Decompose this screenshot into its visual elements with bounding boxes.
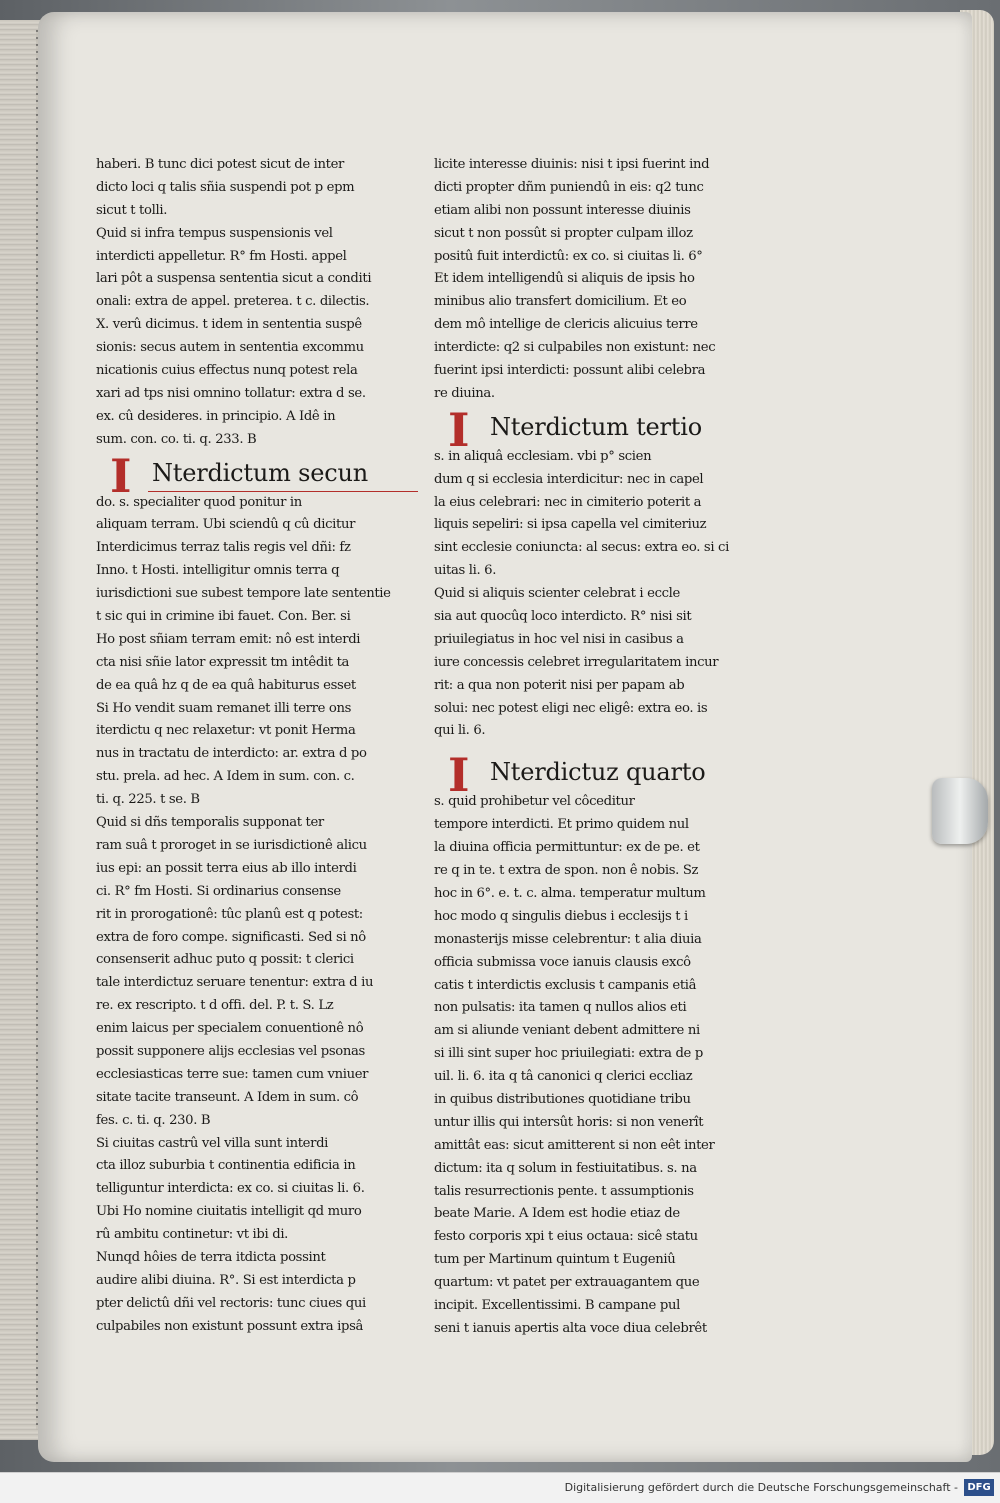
red-initial: I xyxy=(448,748,470,803)
text-line: priuilegiatus in hoc vel nisi in casibus a xyxy=(434,631,684,647)
text-line: iterdictu q nec relaxetur: vt ponit Herma xyxy=(96,723,356,739)
text-line: sicut t tolli. xyxy=(96,202,168,218)
text-line: liquis sepeliri: si ipsa capella vel cimiteriuz xyxy=(434,517,707,533)
text-line: ci. R° fm Hosti. Si ordinarius consense xyxy=(96,883,341,899)
text-line: rit: a qua non poterit nisi per papam ab xyxy=(434,677,685,693)
text-line: monasterijs misse celebrentur: t alia diuia xyxy=(434,931,702,947)
text-line: Quid si dñs temporalis supponat ter xyxy=(96,815,324,831)
text-line: hoc in 6°. e. t. c. alma. temperatur multum xyxy=(434,885,706,901)
text-line: nicationis cuius effectus nunq potest rela xyxy=(96,363,358,379)
text-line: la diuina officia permittuntur: ex de pe. et xyxy=(434,840,700,856)
right-intro-paragraphs xyxy=(434,154,770,406)
text-line: amittât eas: sicut amitterent si non eêt inter xyxy=(434,1137,715,1153)
right-text-column xyxy=(434,154,770,1341)
text-line: s. in aliquâ ecclesiam. vbi p° scien xyxy=(434,448,652,464)
text-line: Interdicimus terraz talis regis vel dñi: fz xyxy=(96,540,351,556)
text-line: s. quid prohibetur vel côceditur xyxy=(434,794,635,810)
text-line: tum per Martinum quintum t Eugeniû xyxy=(434,1252,676,1268)
text-line: ecclesiasticas terre sue: tamen cum vniuer xyxy=(96,1066,369,1082)
text-line: dicto loci q talis sñia suspendi pot p epm xyxy=(96,179,355,195)
left-text-column xyxy=(96,154,426,1339)
red-initial: I xyxy=(110,448,132,503)
text-line: pter delictû dñi vel rectoris: tunc ciues qui xyxy=(96,1295,366,1311)
left-body-paragraphs xyxy=(96,492,426,1339)
text-line: etiam alibi non possunt interesse diuinis xyxy=(434,202,691,218)
text-line: re q in te. t extra de spon. non ê nobis. Sz xyxy=(434,863,699,879)
text-line: sum. con. co. ti. q. 233. B xyxy=(96,431,257,447)
text-line: Si Ho vendit suam remanet illi terre ons xyxy=(96,700,352,716)
footer-credit: Digitalisierung gefördert durch die Deutsche Forschungsgemeinschaft - xyxy=(564,1481,958,1494)
text-line: Nunqd hôies de terra itdicta possint xyxy=(96,1249,326,1265)
right-body-paragraphs-1 xyxy=(434,446,770,744)
text-line: solui: nec potest eligi nec eligê: extra eo. is xyxy=(434,700,708,716)
text-line: cta nisi sñie lator expressit tm intêdit ta xyxy=(96,654,350,670)
text-line: la eius celebrari: nec in cimiterio poterit a xyxy=(434,494,702,510)
text-line: dum q si ecclesia interdicitur: nec in capel xyxy=(434,471,704,487)
text-line: enim laicus per specialem conuentionê nô xyxy=(96,1021,364,1037)
text-line: ius epi: an possit terra eius ab illo interdi xyxy=(96,860,357,876)
text-line: Ubi Ho nomine ciuitatis intelligit qd muro xyxy=(96,1204,362,1220)
text-line: untur illis qui intersût horis: si non venerît xyxy=(434,1114,704,1130)
text-line: ram suâ t proroget in se iurisdictionê alicu xyxy=(96,837,367,853)
text-line: t sic qui in crimine ibi fauet. Con. Ber. si xyxy=(96,609,351,625)
text-line: qui li. 6. xyxy=(434,723,486,739)
text-line: tempore interdicti. Et primo quidem nul xyxy=(434,817,689,833)
text-line: quartum: vt patet per extrauagantem que xyxy=(434,1275,700,1291)
text-line: rû ambitu continetur: vt ibi di. xyxy=(96,1227,289,1243)
text-line: fes. c. ti. q. 230. B xyxy=(96,1112,211,1128)
text-line: sicut t non possût si propter culpam illoz xyxy=(434,225,693,241)
heading-text: Nterdictuz quarto xyxy=(490,758,706,787)
text-line: possit supponere alijs ecclesias vel psonas xyxy=(96,1043,365,1059)
text-line: re diuina. xyxy=(434,385,495,401)
text-line: ti. q. 225. t se. B xyxy=(96,792,200,808)
text-line: incipit. Excellentissimi. B campane pul xyxy=(434,1297,680,1313)
text-line: ex. cû desideres. in principio. A Idê in xyxy=(96,408,336,424)
text-line: Quid si infra tempus suspensionis vel xyxy=(96,225,333,241)
text-line: re. ex rescripto. t d offi. del. P. t. S. Lz xyxy=(96,998,334,1014)
text-line: dem mô intellige de clericis alicuius terre xyxy=(434,317,698,333)
text-line: nus in tractatu de interdicto: ar. extra d po xyxy=(96,746,367,762)
right-body-paragraphs-2 xyxy=(434,791,770,1340)
text-line: interdicte: q2 si culpabiles non existunt: nec xyxy=(434,340,716,356)
text-line: uil. li. 6. ita q tâ canonici q clerici eccliaz xyxy=(434,1069,693,1085)
text-line: xari ad tps nisi omnino tollatur: extra d se. xyxy=(96,385,366,401)
text-line: seni t ianuis apertis alta voce diua celebrêt xyxy=(434,1320,707,1336)
text-line: dicti propter dñm puniendû in eis: q2 tunc xyxy=(434,179,704,195)
text-line: officia submissa voce ianuis clausis excô xyxy=(434,954,691,970)
left-intro-paragraphs xyxy=(96,154,426,452)
text-line: Inno. t Hosti. intelligitur omnis terra q xyxy=(96,563,340,579)
text-line: lari pôt a suspensa sententia sicut a conditi xyxy=(96,271,372,287)
text-line: sionis: secus autem in sententia excommu xyxy=(96,340,364,356)
text-line: Ho post sñiam terram emit: nô est interdi xyxy=(96,631,361,647)
text-line: X. verû dicimus. t idem in sententia suspê xyxy=(96,317,362,333)
text-line: tale interdictuz seruare tenentur: extra d iu xyxy=(96,975,374,991)
text-line: iurisdictioni sue subest tempore late sententie xyxy=(96,586,391,602)
text-line: Si ciuitas castrû vel villa sunt interdi xyxy=(96,1135,329,1151)
text-line: audire alibi diuina. R°. Si est interdicta p xyxy=(96,1272,356,1288)
text-line: non pulsatis: ita tamen q nullos alios eti xyxy=(434,1000,687,1016)
text-line: dictum: ita q solum in festiuitatibus. s. na xyxy=(434,1160,697,1176)
text-line: si illi sint super hoc priuilegiati: extra de p xyxy=(434,1046,703,1062)
text-line: do. s. specialiter quod ponitur in xyxy=(96,494,302,510)
text-line: Et idem intelligendû si aliquis de ipsis ho xyxy=(434,271,695,287)
text-line: sia aut quocûq loco interdicto. R° nisi sit xyxy=(434,609,692,625)
footer-bar xyxy=(0,1472,1000,1503)
text-line: extra de foro compe. significasti. Sed si nô xyxy=(96,929,366,945)
text-line: fuerint ipsi interdicti: possunt alibi celebra xyxy=(434,363,706,379)
text-line: festo corporis xpi t eius octaua: sicê statu xyxy=(434,1229,698,1245)
text-line: minibus alio transfert domicilium. Et eo xyxy=(434,294,687,310)
text-line: culpabiles non existunt possunt extra ipsâ xyxy=(96,1318,364,1334)
text-line: Quid si aliquis scienter celebrat i eccle xyxy=(434,586,680,602)
page-clip xyxy=(932,778,988,844)
text-line: telliguntur interdicta: ex co. si ciuitas li. 6. xyxy=(96,1181,365,1197)
heading-text: Nterdictum tertio xyxy=(490,412,702,441)
text-line: iure concessis celebret irregularitatem incur xyxy=(434,654,719,670)
text-line: haberi. B tunc dici potest sicut de inter xyxy=(96,157,345,172)
text-line: interdicti appelletur. R° fm Hosti. appel xyxy=(96,248,347,264)
text-line: licite interesse diuinis: nisi t ipsi fuerint ind xyxy=(434,157,710,172)
dfg-logo: DFG xyxy=(964,1479,994,1496)
text-line: cta illoz suburbia t continentia edificia in xyxy=(96,1158,356,1174)
text-line: aliquam terram. Ubi sciendû q cû dicitur xyxy=(96,517,356,533)
text-line: sint ecclesie coniuncta: al secus: extra eo. si ci xyxy=(434,540,729,556)
text-line: hoc modo q singulis diebus i ecclesijs t i xyxy=(434,908,688,924)
red-initial: I xyxy=(448,402,470,457)
text-line: positû fuit interdictû: ex co. si ciuitas li. 6° xyxy=(434,248,703,264)
text-line: onali: extra de appel. preterea. t c. dilectis. xyxy=(96,294,370,310)
text-line: rit in prorogationê: tûc planû est q potest: xyxy=(96,906,363,922)
text-line: beate Marie. A Idem est hodie etiaz de xyxy=(434,1206,680,1222)
text-line: stu. prela. ad hec. A Idem in sum. con. c. xyxy=(96,769,355,785)
text-line: uitas li. 6. xyxy=(434,563,497,579)
text-line: catis t interdictis exclusis t campanis etiâ xyxy=(434,977,697,993)
text-line: in quibus distributiones quotidiane tribu xyxy=(434,1091,691,1107)
text-line: talis resurrectionis pente. t assumptionis xyxy=(434,1183,694,1199)
heading-rule xyxy=(148,491,418,492)
text-line: de ea quâ hz q de ea quâ habiturus esset xyxy=(96,677,356,693)
text-line: sitate tacite transeunt. A Idem in sum. cô xyxy=(96,1089,359,1105)
text-line: consenserit adhuc puto q possit: t clerici xyxy=(96,952,354,968)
heading-text: Nterdictum secun xyxy=(152,458,368,487)
text-line: am si aliunde veniant debent admittere ni xyxy=(434,1023,700,1039)
